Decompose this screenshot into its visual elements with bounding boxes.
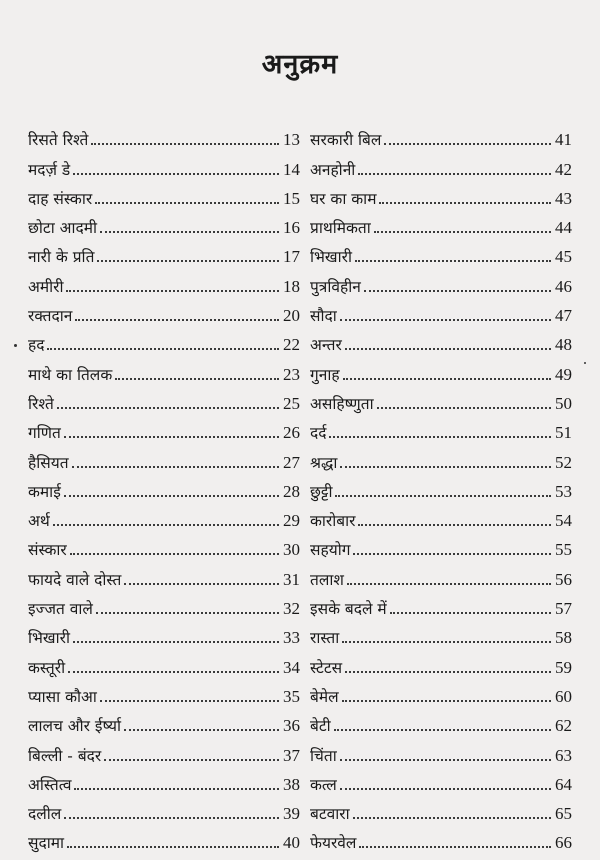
- toc-entry-page-number: 23: [283, 364, 300, 384]
- toc-entry: [310, 766, 572, 795]
- toc-entry-page-number: 25: [283, 393, 300, 413]
- toc-entry-title: कत्ल: [310, 775, 337, 794]
- toc-entry-title: बेटी: [310, 717, 331, 736]
- dot-leader: [345, 671, 551, 673]
- toc-entry-title: बेमेल: [310, 687, 339, 706]
- toc-entry-title: संस्कार: [28, 541, 67, 560]
- toc-entry-title: सहयोग: [310, 541, 351, 560]
- toc-entry-title: घर का काम: [310, 189, 377, 208]
- toc-entry-page-number: 36: [283, 716, 300, 736]
- toc-entry-title: रिसते रिश्ते: [28, 131, 89, 150]
- toc-entry: [28, 795, 300, 824]
- dot-leader: [124, 583, 279, 585]
- toc-entry: [310, 238, 572, 267]
- toc-entry-title: अर्थ: [28, 512, 50, 531]
- dot-leader: [335, 495, 551, 497]
- dot-leader: [329, 436, 551, 438]
- toc-entry: [28, 590, 300, 619]
- toc-entry: [28, 297, 300, 326]
- toc-entry-title: असहिष्णुता: [310, 394, 374, 413]
- toc-entry-page-number: 51: [555, 423, 572, 443]
- toc-entry-title: गुनाह: [310, 365, 340, 384]
- toc-entry-page-number: 45: [555, 247, 572, 267]
- toc-entry-title: अन्तर: [310, 336, 342, 355]
- dot-leader: [340, 466, 551, 468]
- dot-leader: [66, 290, 279, 292]
- toc-entry-title: दाह संस्कार: [28, 189, 93, 208]
- toc-entry: [310, 678, 572, 707]
- toc-entry-page-number: 13: [283, 130, 300, 150]
- toc-entry: [310, 297, 572, 326]
- toc-entry-page-number: 26: [283, 423, 300, 443]
- toc-entry: [310, 267, 572, 296]
- dot-leader: [379, 202, 551, 204]
- toc-entry-page-number: 53: [555, 481, 572, 501]
- toc-entry-title: हद: [28, 336, 45, 355]
- toc-entry: [28, 560, 300, 589]
- dot-leader: [358, 173, 551, 175]
- toc-entry: [310, 502, 572, 531]
- toc-entry-page-number: 50: [555, 393, 572, 413]
- dot-leader: [355, 260, 551, 262]
- dot-leader: [100, 231, 279, 233]
- dot-leader: [100, 700, 279, 702]
- dot-leader: [358, 524, 551, 526]
- toc-entry-page-number: 58: [555, 628, 572, 648]
- toc-entry: [28, 385, 300, 414]
- toc-entry-page-number: 43: [555, 188, 572, 208]
- dot-leader: [104, 759, 279, 761]
- toc-entry-page-number: 35: [283, 686, 300, 706]
- toc-entry: [28, 766, 300, 795]
- toc-entry: [310, 414, 572, 443]
- toc-entry: [310, 473, 572, 502]
- toc-entry-page-number: 34: [283, 657, 300, 677]
- toc-entry-title: चिंता: [310, 746, 337, 765]
- toc-entry-page-number: 46: [555, 276, 572, 296]
- toc-entry: [28, 209, 300, 238]
- toc-entry: [28, 326, 300, 355]
- toc-entry: [28, 473, 300, 502]
- toc-entry-page-number: 30: [283, 540, 300, 560]
- toc-entry-title: मदर्ज़ डे: [28, 160, 71, 179]
- toc-entry-title: छुट्टी: [310, 482, 333, 501]
- toc-entry-page-number: 18: [283, 276, 300, 296]
- toc-entry-title: बटवारा: [310, 805, 350, 824]
- toc-entry-page-number: 65: [555, 804, 572, 824]
- toc-entry-title: बिल्ली - बंदर: [28, 746, 102, 765]
- toc-entry-title: हैसियत: [28, 453, 69, 472]
- toc-entry-page-number: 20: [283, 306, 300, 326]
- toc-entry-page-number: 37: [283, 745, 300, 765]
- toc-entry-page-number: 28: [283, 481, 300, 501]
- dot-leader: [115, 378, 279, 380]
- dot-leader: [68, 671, 279, 673]
- toc-entry-title: गणित: [28, 424, 61, 443]
- toc-entry: [310, 590, 572, 619]
- dot-leader: [390, 612, 551, 614]
- dot-leader: [96, 612, 279, 614]
- dot-leader: [74, 788, 279, 790]
- toc-entry-title: नारी के प्रति: [28, 248, 95, 267]
- toc-entry-title: कस्तूरी: [28, 658, 66, 677]
- toc-entry-title: भिखारी: [310, 248, 352, 267]
- toc-entry-page-number: 39: [283, 804, 300, 824]
- toc-entry-page-number: 57: [555, 599, 572, 619]
- toc-entry-title: फायदे वाले दोस्त: [28, 570, 122, 589]
- dot-leader: [91, 143, 279, 145]
- toc-entry-page-number: 56: [555, 569, 572, 589]
- dot-leader: [73, 173, 279, 175]
- toc-entry-page-number: 22: [283, 335, 300, 355]
- dot-leader: [70, 553, 279, 555]
- toc-entry: [310, 385, 572, 414]
- toc-entry-page-number: 14: [283, 159, 300, 179]
- dot-leader: [97, 260, 279, 262]
- toc-entry-title: दर्द: [310, 424, 327, 443]
- dot-leader: [340, 319, 551, 321]
- toc-entry-title: रास्ता: [310, 629, 340, 648]
- dot-leader: [64, 495, 279, 497]
- dot-leader: [340, 759, 551, 761]
- toc-entry: [28, 502, 300, 531]
- toc-entry-title: अस्तित्व: [28, 775, 72, 794]
- dot-leader: [342, 641, 551, 643]
- toc-entry-page-number: 33: [283, 628, 300, 648]
- toc-entry-page-number: 17: [283, 247, 300, 267]
- toc-entry: [310, 648, 572, 677]
- dot-leader: [347, 583, 551, 585]
- dot-leader: [384, 143, 551, 145]
- toc-entry: [310, 619, 572, 648]
- toc-entry: [310, 443, 572, 472]
- print-speck: [584, 362, 586, 364]
- toc-entry-title: दलील: [28, 805, 62, 824]
- toc-entry: [310, 150, 572, 179]
- toc-entry: [28, 150, 300, 179]
- toc-entry-page-number: 16: [283, 218, 300, 238]
- toc-entry: [28, 648, 300, 677]
- toc-entry: [310, 531, 572, 560]
- toc-entry: [28, 121, 300, 150]
- toc-entry-title: रक्तदान: [28, 307, 73, 326]
- toc-entry: [310, 707, 572, 736]
- dot-leader: [364, 290, 551, 292]
- page-title: अनुक्रम: [261, 49, 339, 80]
- toc-entry-page-number: 31: [283, 569, 300, 589]
- toc-entry-title: माथे का तिलक: [28, 365, 113, 384]
- toc-entry-page-number: 62: [555, 716, 572, 736]
- toc-entry-page-number: 32: [283, 599, 300, 619]
- toc-entry: [28, 619, 300, 648]
- dot-leader: [57, 407, 279, 409]
- toc-entry-title: भिखारी: [28, 629, 70, 648]
- toc-entry-title: लालच और ईर्ष्या: [28, 717, 122, 736]
- print-speck: [14, 344, 17, 347]
- toc-entry-page-number: 64: [555, 774, 572, 794]
- toc-entry-title: सुदामा: [28, 834, 65, 853]
- toc-entry-title: स्टेटस: [310, 658, 343, 677]
- toc-entry-title: रिश्ते: [28, 394, 54, 413]
- toc-entry-title: श्रद्धा: [310, 453, 338, 472]
- dot-leader: [359, 846, 551, 848]
- toc-entry: [310, 209, 572, 238]
- dot-leader: [75, 319, 279, 321]
- dot-leader: [53, 524, 279, 526]
- toc-entry: [310, 824, 572, 853]
- dot-leader: [73, 641, 279, 643]
- toc-entry: [310, 355, 572, 384]
- toc-entry-page-number: 38: [283, 774, 300, 794]
- toc-entry-page-number: 40: [283, 833, 300, 853]
- toc-entry-title: पुत्रविहीन: [310, 277, 361, 296]
- toc-entry: [28, 736, 300, 765]
- toc-entry-title: प्यासा कौआ: [28, 687, 97, 706]
- toc-entry-title: प्राथमिकता: [310, 219, 371, 238]
- dot-leader: [67, 846, 279, 848]
- toc-entry: [310, 326, 572, 355]
- toc-entry-page-number: 47: [555, 306, 572, 326]
- dot-leader: [374, 231, 551, 233]
- toc-entry-title: छोटा आदमी: [28, 219, 97, 238]
- toc-entry-page-number: 52: [555, 452, 572, 472]
- toc-entry-page-number: 59: [555, 657, 572, 677]
- toc-entry: [310, 795, 572, 824]
- dot-leader: [353, 553, 551, 555]
- toc-column-left: [28, 121, 300, 853]
- toc-entry-page-number: 15: [283, 188, 300, 208]
- toc-entry-title: सौदा: [310, 307, 337, 326]
- toc-entry-title: अनहोनी: [310, 160, 356, 179]
- toc-entry: [28, 267, 300, 296]
- toc-entry-title: फेयरवेल: [310, 834, 357, 853]
- toc-entry: [310, 560, 572, 589]
- toc-entry-title: इसके बदले में: [310, 600, 387, 619]
- toc-entry-title: तलाश: [310, 570, 344, 589]
- toc-entry-page-number: 48: [555, 335, 572, 355]
- dot-leader: [64, 436, 279, 438]
- toc-entry-page-number: 42: [555, 159, 572, 179]
- toc-entry: [28, 443, 300, 472]
- toc-entry-page-number: 63: [555, 745, 572, 765]
- dot-leader: [340, 788, 551, 790]
- dot-leader: [334, 729, 551, 731]
- dot-leader: [353, 817, 551, 819]
- toc-entry: [28, 238, 300, 267]
- dot-leader: [47, 348, 279, 350]
- toc-entry: [28, 355, 300, 384]
- toc-entry-title: अमीरी: [28, 277, 64, 296]
- toc-entry: [310, 121, 572, 150]
- toc-entry: [28, 180, 300, 209]
- toc-entry: [28, 824, 300, 853]
- toc-entry-page-number: 66: [555, 833, 572, 853]
- toc-entry-page-number: 49: [555, 364, 572, 384]
- dot-leader: [124, 729, 279, 731]
- toc-entry: [310, 180, 572, 209]
- toc-entry-page-number: 29: [283, 511, 300, 531]
- dot-leader: [95, 202, 279, 204]
- toc-entry: [28, 678, 300, 707]
- dot-leader: [377, 407, 551, 409]
- toc-entry-title: कमाई: [28, 482, 61, 501]
- toc-entry-page-number: 44: [555, 218, 572, 238]
- toc-entry-title: सरकारी बिल: [310, 131, 382, 150]
- dot-leader: [345, 348, 551, 350]
- toc-entry-page-number: 41: [555, 130, 572, 150]
- dot-leader: [343, 378, 551, 380]
- dot-leader: [64, 817, 279, 819]
- dot-leader: [72, 466, 279, 468]
- toc-entry: [28, 707, 300, 736]
- toc-column-right: [310, 121, 572, 853]
- toc-entry-page-number: 27: [283, 452, 300, 472]
- dot-leader: [342, 700, 551, 702]
- toc-entry-page-number: 55: [555, 540, 572, 560]
- toc-entry-title: कारोबार: [310, 512, 356, 531]
- toc-entry: [28, 414, 300, 443]
- toc-entry: [28, 531, 300, 560]
- toc-entry: [310, 736, 572, 765]
- toc-entry-page-number: 54: [555, 511, 572, 531]
- toc-entry-title: इज्जत वाले: [28, 600, 93, 619]
- toc-entry-page-number: 60: [555, 686, 572, 706]
